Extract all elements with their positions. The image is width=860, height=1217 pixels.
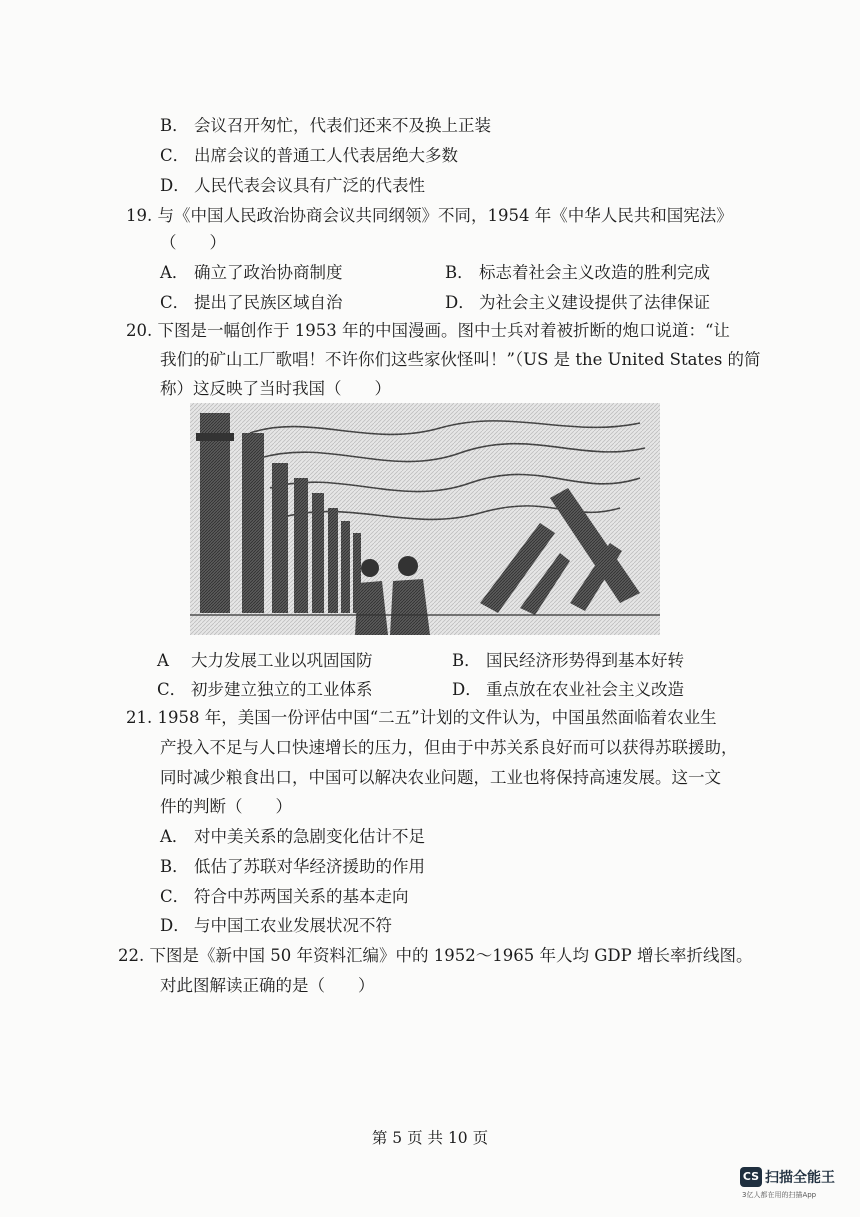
q21-stem-line2: 产投入不足与人口快速增长的压力，但由于中苏关系良好而可以获得苏联援助， <box>160 738 738 757</box>
q21-stem-line4: 件的判断（ ） <box>160 797 292 816</box>
q20-stem-line1: 20. 下图是一幅创作于 1953 年的中国漫画。图中士兵对着被折断的炮口说道：“让 <box>126 321 730 340</box>
q21-option-b: B． 低估了苏联对华经济援助的作用 <box>160 857 425 876</box>
q18-option-b: B． 会议召开匆忙，代表们还来不及换上正装 <box>160 116 491 135</box>
q21-option-a: A． 对中美关系的急剧变化估计不足 <box>160 827 425 846</box>
q20-option-d: D． 重点放在农业社会主义改造 <box>452 680 684 699</box>
q20-stem-line2: 我们的矿山工厂歌唱！不许你们这些家伙怪叫！”（US 是 the United States 的简 <box>160 350 761 369</box>
q21-option-d: D． 与中国工农业发展状况不符 <box>160 916 392 935</box>
q21-stem-line1: 21. 1958 年，美国一份评估中国“二五”计划的文件认为，中国虽然面临着农业生 <box>126 708 717 727</box>
scanner-app-name: 扫描全能王 <box>765 1169 835 1186</box>
q18-option-d: D． 人民代表会议具有广泛的代表性 <box>160 176 425 195</box>
q20-option-c: C． 初步建立独立的工业体系 <box>157 680 373 699</box>
page-number: 第 5 页 共 10 页 <box>371 1129 489 1147</box>
q19-option-a: A． 确立了政治协商制度 <box>160 263 343 282</box>
q22-stem-line2: 对此图解读正确的是（ ） <box>160 976 375 995</box>
q21-stem-line3: 同时减少粮食出口，中国可以解决农业问题，工业也将保持高速发展。这一文 <box>160 768 721 787</box>
q20-stem-line3: 称）这反映了当时我国（ ） <box>160 379 391 398</box>
q20-option-a: A 大力发展工业以巩固国防 <box>157 651 373 670</box>
scanner-tagline: 3亿人都在用的扫描App <box>742 1191 817 1199</box>
cartoon-illustration <box>190 403 660 635</box>
scanner-badge <box>740 1166 835 1199</box>
q20-option-b: B． 国民经济形势得到基本好转 <box>452 651 684 670</box>
q19-option-b: B． 标志着社会主义改造的胜利完成 <box>445 263 710 282</box>
cartoon-drawing <box>190 403 660 635</box>
q22-stem-line1: 22. 下图是《新中国 50 年资料汇编》中的 1952～1965 年人均 GDP 增长率折线图。 <box>118 946 753 965</box>
q19-option-c: C． 提出了民族区域自治 <box>160 293 343 312</box>
q19-stem-line1: 19. 与《中国人民政治协商会议共同纲领》不同，1954 年《中华人民共和国宪法》 <box>126 206 733 225</box>
scanner-logo-icon: CS <box>740 1167 762 1187</box>
q21-option-c: C． 符合中苏两国关系的基本走向 <box>160 887 409 906</box>
q19-option-d: D． 为社会主义建设提供了法律保证 <box>445 293 710 312</box>
q18-option-c: C． 出席会议的普通工人代表居绝大多数 <box>160 146 458 165</box>
q19-stem-line2: （ ） <box>160 233 226 252</box>
